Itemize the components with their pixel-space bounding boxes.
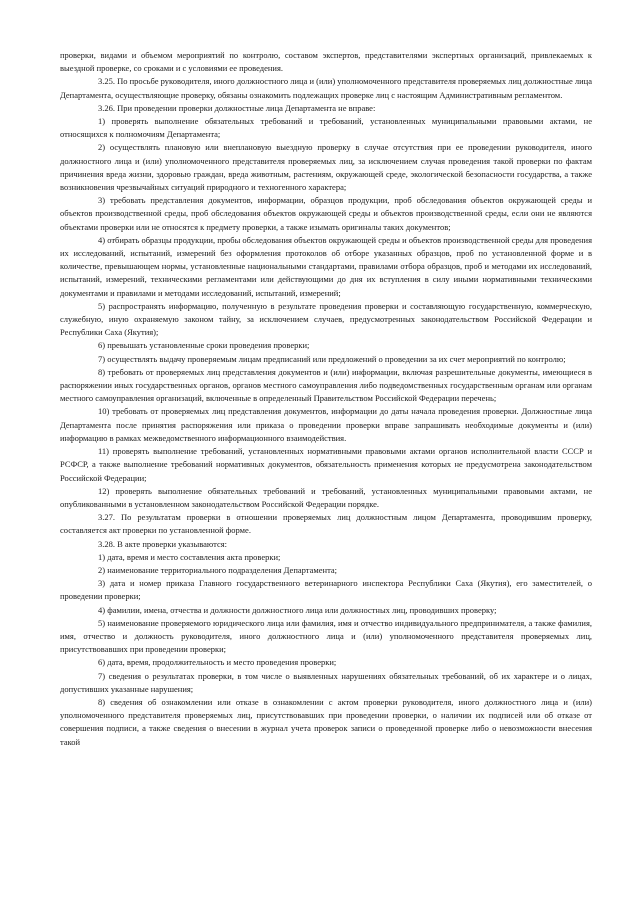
paragraph: 11) проверять выполнение требований, установленных нормативными правовыми актами органов исполнительной власти СССР и РСФСР, а также выполнение требований нормативных документов, обязательность применения которых не предусмотрена законодательством Российской Федерации; xyxy=(60,446,592,483)
paragraph: 6) дата, время, продолжительность и место проведения проверки; xyxy=(98,657,337,668)
paragraph: 8) сведения об ознакомлении или отказе в ознакомлении с актом проверки руководителя, иного должностного лица и (или) уполномоченного представителя проверяемых лиц, присутствовавших при проведении проверки, о наличии их подписей или об отказе от совершения подписи, а также сведения о внесении в журнал учета проверок записи о проведенной проверке либо о невозможности внесения такой xyxy=(60,696,592,747)
paragraph: 7) осуществлять выдачу проверяемым лицам предписаний или предложений о проведении за их счет мероприятий по контролю; xyxy=(98,353,566,364)
paragraph: 10) требовать от проверяемых лиц представления документов, информации до даты начала проведения проверки. Должностные лица Департамента после принятия распоряжения или приказа о проведении проверки вправе запрашивать необходимые документы и (или) информацию в рамках межведомственного информационного взаимодействия. xyxy=(60,406,592,443)
paragraph: 1) проверять выполнение обязательных требований и требований, установленных муниципальными правовыми актами, не относящихся к полномочиям Департамента; xyxy=(60,116,592,140)
paragraph: 6) превышать установленные сроки проведения проверки; xyxy=(98,340,310,351)
paragraph: 3.26. При проведении проверки должностные лица Департамента не вправе: xyxy=(98,102,376,113)
paragraph: 2) наименование территориального подразделения Департамента; xyxy=(98,564,338,575)
paragraph: 3.25. По просьбе руководителя, иного должностного лица и (или) уполномоченного представителя проверяемых лиц должностные лица Департамента, осуществляющие проверку, обязаны ознакомить подлежащих проверке лиц с настоящим Административным регламентом. xyxy=(60,76,593,100)
paragraph: 7) сведения о результатах проверки, в том числе о выявленных нарушениях обязательных требований, об их характере и о лицах, допустивших указанные нарушения; xyxy=(60,670,592,694)
paragraph: проверки, видами и объемом мероприятий по контролю, составом экспертов, представителями экспертных организаций, привлекаемых к выездной проверке, со сроками и с условиями ее проведения. xyxy=(60,50,592,74)
document-page xyxy=(60,49,592,749)
paragraph: 3.27. По результатам проверки в отношении проверяемых лиц должностным лицом Департамента, проводившим проверку, составляется акт проверки по установленной форме. xyxy=(60,512,592,536)
paragraph: 3.28. В акте проверки указываются: xyxy=(98,538,228,549)
paragraph: 4) отбирать образцы продукции, пробы обследования объектов окружающей среды и объектов производственной среды для проведения их исследований, испытаний, измерений без оформления протоколов об отборе указанных образцов, проб по установленной форме и в количестве, превышающем нормы, установленные национальными стандартами, правилами отбора образцов, проб и методами их исследований, испытаний, измерений, техническими регламентами или действующими до дня их вступления в силу иными нормативными техническими документами и правилами и методами исследований, испытаний, измерений; xyxy=(60,234,592,298)
paragraph: 2) осуществлять плановую или внеплановую выездную проверку в случае отсутствия при ее проведении руководителя, иного должностного лица и (или) уполномоченного представителя проверяемых лиц, за исключением случая проведения такой проверки по фактам причинения вреда жизни, здоровью граждан, вреда животным, растениям, окружающей среде, экологической безопасности государства, а также возникновения чрезвычайных ситуаций природного и техногенного характера; xyxy=(60,142,592,193)
paragraph: 1) дата, время и место составления акта проверки; xyxy=(98,551,281,562)
paragraph: 3) требовать представления документов, информации, образцов продукции, проб обследования объектов окружающей среды и объектов производственной среды, проб обследования объектов окружающей среды и объектов производственной среды, если они не являются объектами проверки или не относятся к предмету проверки, а также изымать оригиналы таких документов; xyxy=(60,195,592,232)
paragraph: 3) дата и номер приказа Главного государственного ветеринарного инспектора Республики Саха (Якутия), его заместителей, о проведении проверки; xyxy=(60,578,592,602)
paragraph: 12) проверять выполнение обязательных требований и требований, установленных муниципальными правовыми актами, не опубликованными в установленном законодательством Российской Федерации порядке. xyxy=(60,485,592,509)
paragraph: 8) требовать от проверяемых лиц представления документов и (или) информации, включая разрешительные документы, имеющиеся в распоряжении иных государственных органов, органов местного самоуправления либо подведомственных государственным органам или органам местного самоуправления организаций, включенные в определенный Правительством Российской Федерации перечень; xyxy=(60,366,592,404)
paragraph: 5) наименование проверяемого юридического лица или фамилия, имя и отчество индивидуального предпринимателя, а также фамилия, имя, отчество и должность руководителя, иного должностного лица и (или) уполномоченного представителя проверяемых лиц, присутствовавших при проведении проверки; xyxy=(60,617,592,655)
paragraph: 4) фамилии, имена, отчества и должности должностного лица или должностных лиц, проводивших проверку; xyxy=(98,604,497,615)
paragraph: 5) распространять информацию, полученную в результате проведения проверки и составляющую государственную, коммерческую, служебную, иную охраняемую законом тайну, за исключением случаев, предусмотренных законодательством Российской Федерации и Республики Саха (Якутия); xyxy=(60,300,592,338)
